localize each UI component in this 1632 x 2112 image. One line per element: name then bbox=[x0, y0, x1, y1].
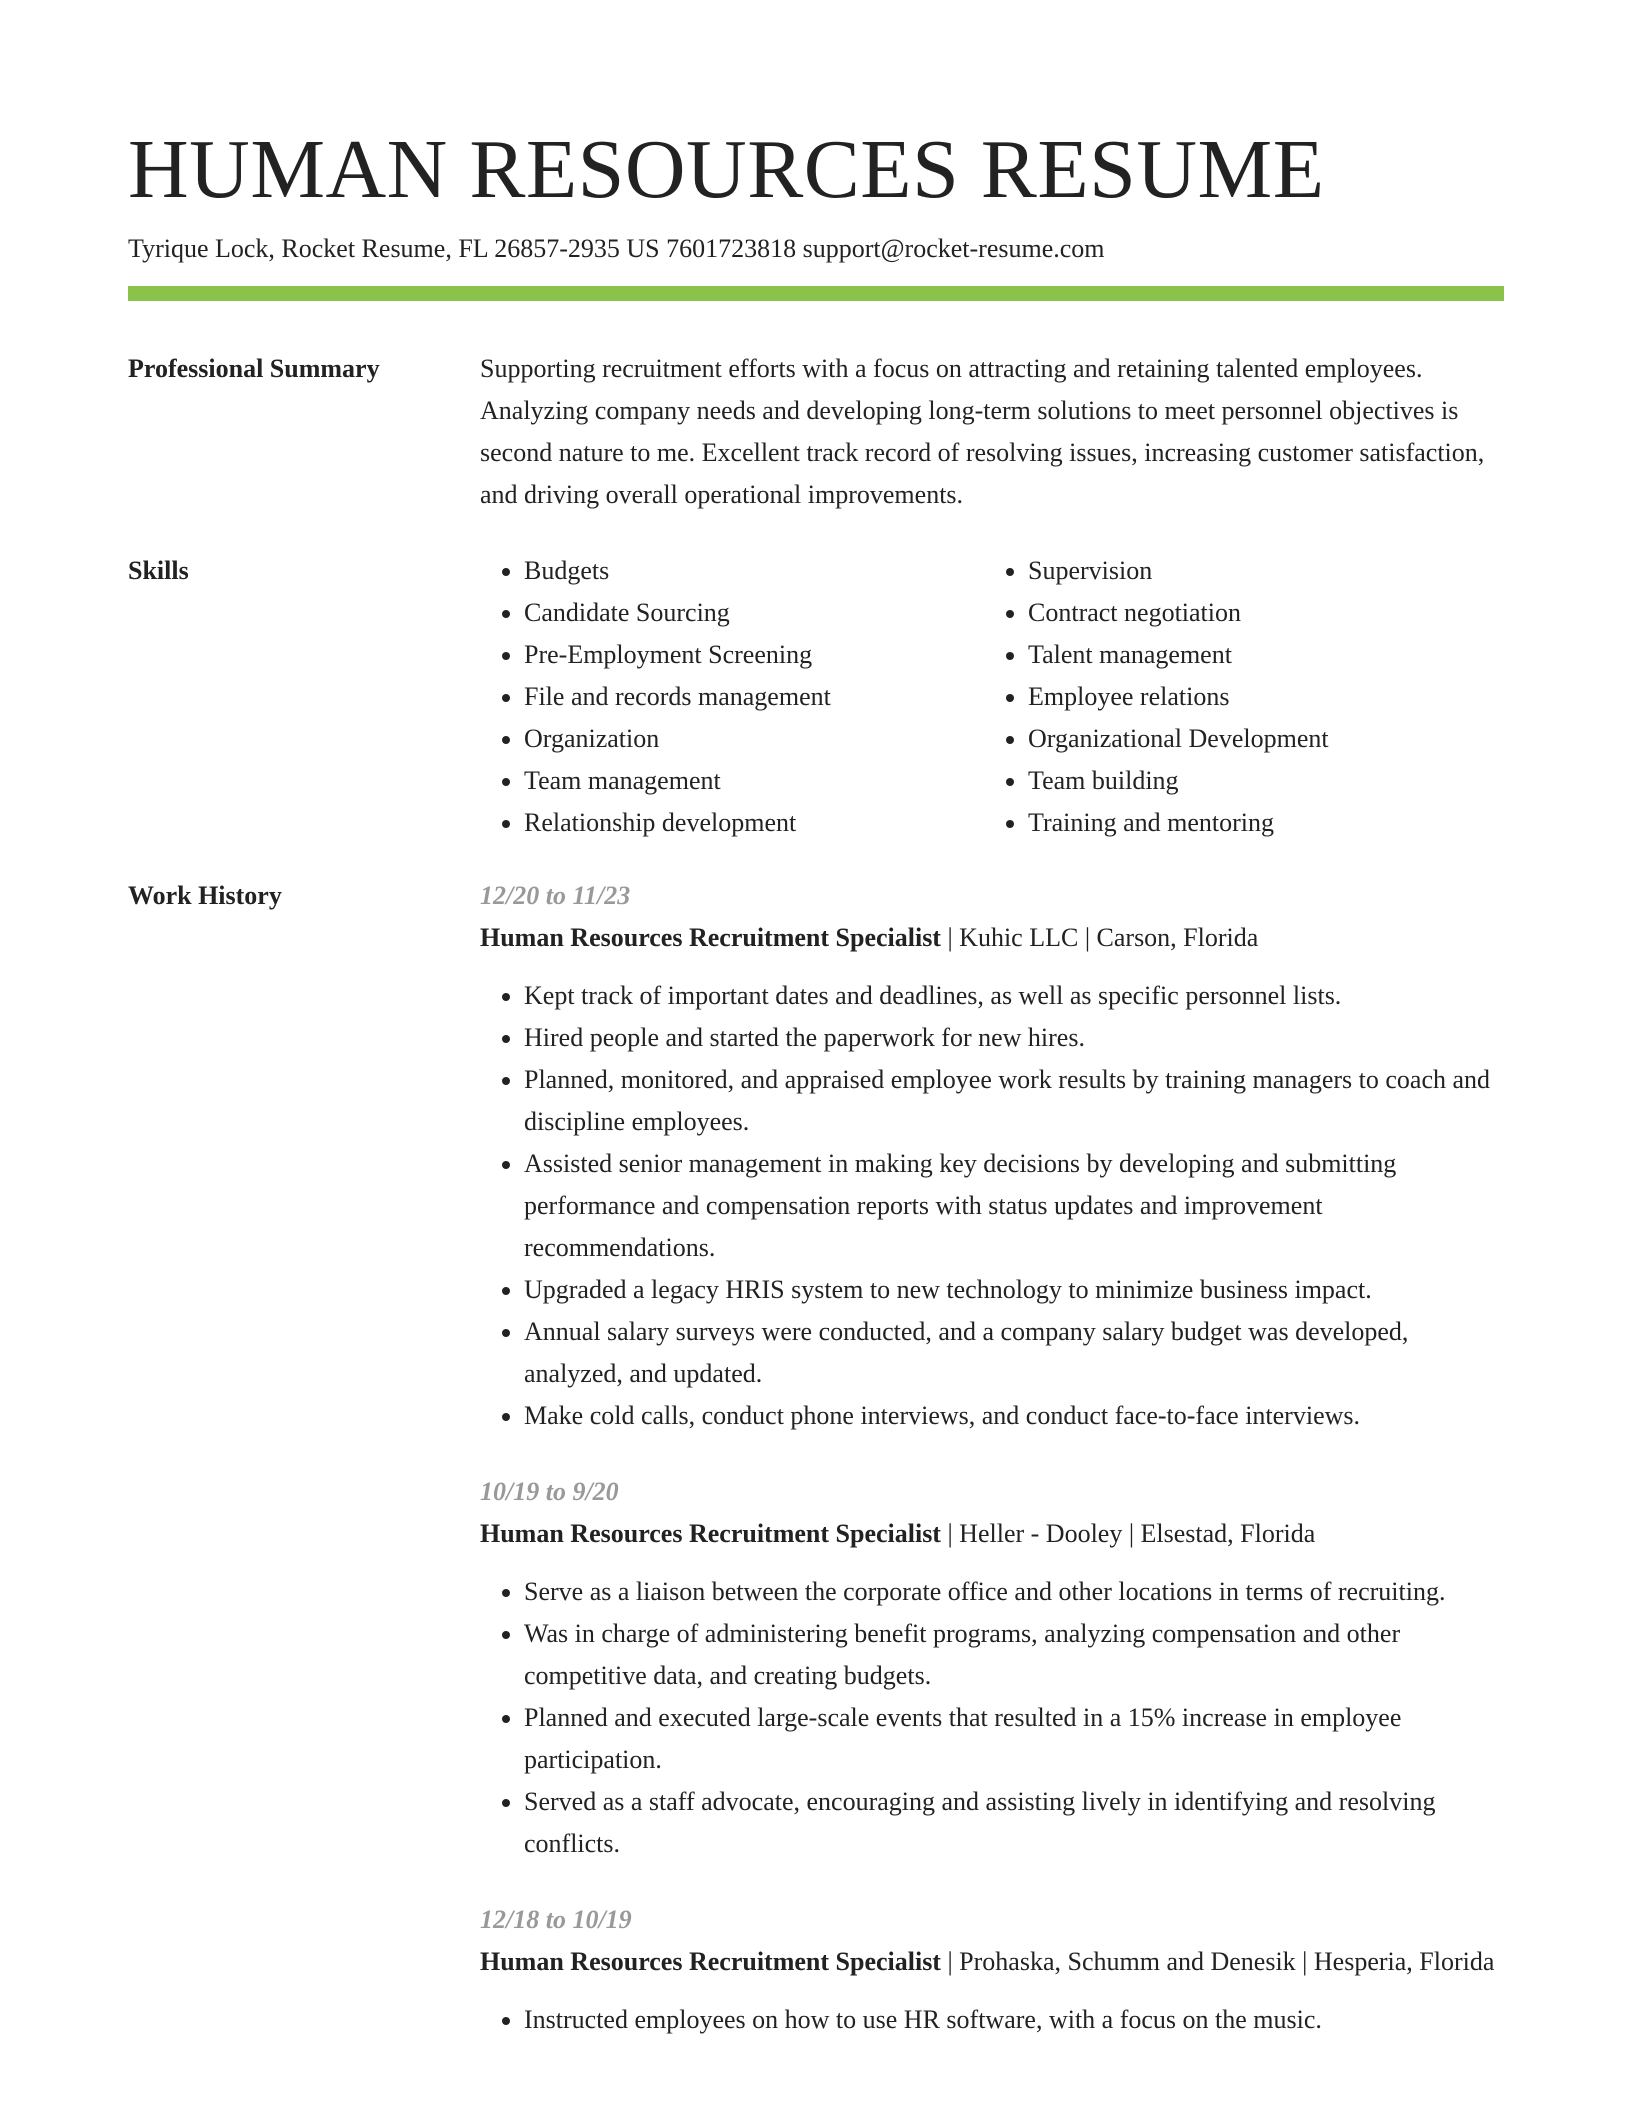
skills-heading: Skills bbox=[128, 556, 189, 585]
job-bullet: • Was in charge of administering benefit programs, analyzing compensation and other competitive data, and creating budgets. bbox=[524, 1613, 1504, 1697]
job-entry bbox=[480, 1471, 1504, 1865]
job-title: Human Resources Recruitment Specialist bbox=[480, 923, 941, 952]
skill-item: • File and records management bbox=[524, 676, 984, 718]
skills-column-left bbox=[480, 550, 984, 844]
skills-list-right bbox=[984, 550, 1488, 844]
skill-item: • Supervision bbox=[1028, 550, 1488, 592]
skill-item: • Organizational Development bbox=[1028, 718, 1488, 760]
skill-item: • Talent management bbox=[1028, 634, 1488, 676]
job-bullet: • Hired people and started the paperwork for new hires. bbox=[524, 1017, 1504, 1059]
job-bullets bbox=[480, 1999, 1504, 2041]
job-bullet: • Kept track of important dates and deadlines, as well as specific personnel lists. bbox=[524, 975, 1504, 1017]
job-dates: 10/19 to 9/20 bbox=[480, 1477, 619, 1506]
job-dates: 12/20 to 11/23 bbox=[480, 881, 631, 910]
job-bullet: • Planned, monitored, and appraised employee work results by training managers to coach and discipline employees. bbox=[524, 1059, 1504, 1143]
work-history-heading: Work History bbox=[128, 881, 282, 910]
skill-item: • Candidate Sourcing bbox=[524, 592, 984, 634]
job-bullets bbox=[480, 975, 1504, 1437]
job-bullet: • Assisted senior management in making key decisions by developing and submitting performance and compensation reports with status updates and improvement recommendations. bbox=[524, 1143, 1504, 1269]
skills-section bbox=[480, 550, 1504, 844]
skill-item: • Budgets bbox=[524, 550, 984, 592]
skill-item: • Contract negotiation bbox=[1028, 592, 1488, 634]
job-title: Human Resources Recruitment Specialist bbox=[480, 1519, 941, 1548]
job-heading bbox=[480, 917, 1504, 959]
job-bullets bbox=[480, 1571, 1504, 1865]
job-employer-location: | Heller - Dooley | Elsestad, Florida bbox=[940, 1519, 1316, 1548]
job-title: Human Resources Recruitment Specialist bbox=[480, 1947, 941, 1976]
resume-title: HUMAN RESOURCES RESUME bbox=[128, 123, 1325, 216]
job-bullet: • Instructed employees on how to use HR software, with a focus on the music. bbox=[524, 1999, 1504, 2041]
summary-section bbox=[480, 348, 1504, 516]
job-bullet: • Planned and executed large-scale events that resulted in a 15% increase in employee participation. bbox=[524, 1697, 1504, 1781]
job-bullet: • Served as a staff advocate, encouraging and assisting lively in identifying and resolving conflicts. bbox=[524, 1781, 1504, 1865]
skills-list-left bbox=[480, 550, 984, 844]
job-heading bbox=[480, 1941, 1504, 1983]
skill-item: • Team management bbox=[524, 760, 984, 802]
job-entry bbox=[480, 1899, 1504, 2041]
job-employer-location: | Prohaska, Schumm and Denesik | Hesperia, Florida bbox=[940, 1947, 1495, 1976]
job-employer-location: | Kuhic LLC | Carson, Florida bbox=[940, 923, 1259, 952]
skill-item: • Relationship development bbox=[524, 802, 984, 844]
skill-item: • Training and mentoring bbox=[1028, 802, 1488, 844]
summary-text: Supporting recruitment efforts with a focus on attracting and retaining talented employees. Analyzing company needs and developing long-term solutions to meet personnel objectives is second nature to me. Excellent track record of resolving issues, increasing customer satisfaction, and driving overall operational improvements. bbox=[480, 354, 1485, 509]
skill-item: • Team building bbox=[1028, 760, 1488, 802]
skill-item: • Organization bbox=[524, 718, 984, 760]
job-bullet: • Upgraded a legacy HRIS system to new technology to minimize business impact. bbox=[524, 1269, 1504, 1311]
job-heading bbox=[480, 1513, 1504, 1555]
job-bullet: • Make cold calls, conduct phone interviews, and conduct face-to-face interviews. bbox=[524, 1395, 1504, 1437]
skills-column-right bbox=[984, 550, 1488, 844]
header-divider bbox=[128, 286, 1504, 301]
skill-item: • Employee relations bbox=[1028, 676, 1488, 718]
job-bullet: • Serve as a liaison between the corporate office and other locations in terms of recruiting. bbox=[524, 1571, 1504, 1613]
job-entry bbox=[480, 875, 1504, 1437]
job-dates: 12/18 to 10/19 bbox=[480, 1905, 632, 1934]
job-bullet: • Annual salary surveys were conducted, and a company salary budget was developed, analyzed, and updated. bbox=[524, 1311, 1504, 1395]
work-history-section bbox=[480, 875, 1504, 2075]
summary-heading: Professional Summary bbox=[128, 354, 380, 383]
contact-info: Tyrique Lock, Rocket Resume, FL 26857-2935 US 7601723818 support@rocket-resume.com bbox=[128, 234, 1105, 263]
skill-item: • Pre-Employment Screening bbox=[524, 634, 984, 676]
